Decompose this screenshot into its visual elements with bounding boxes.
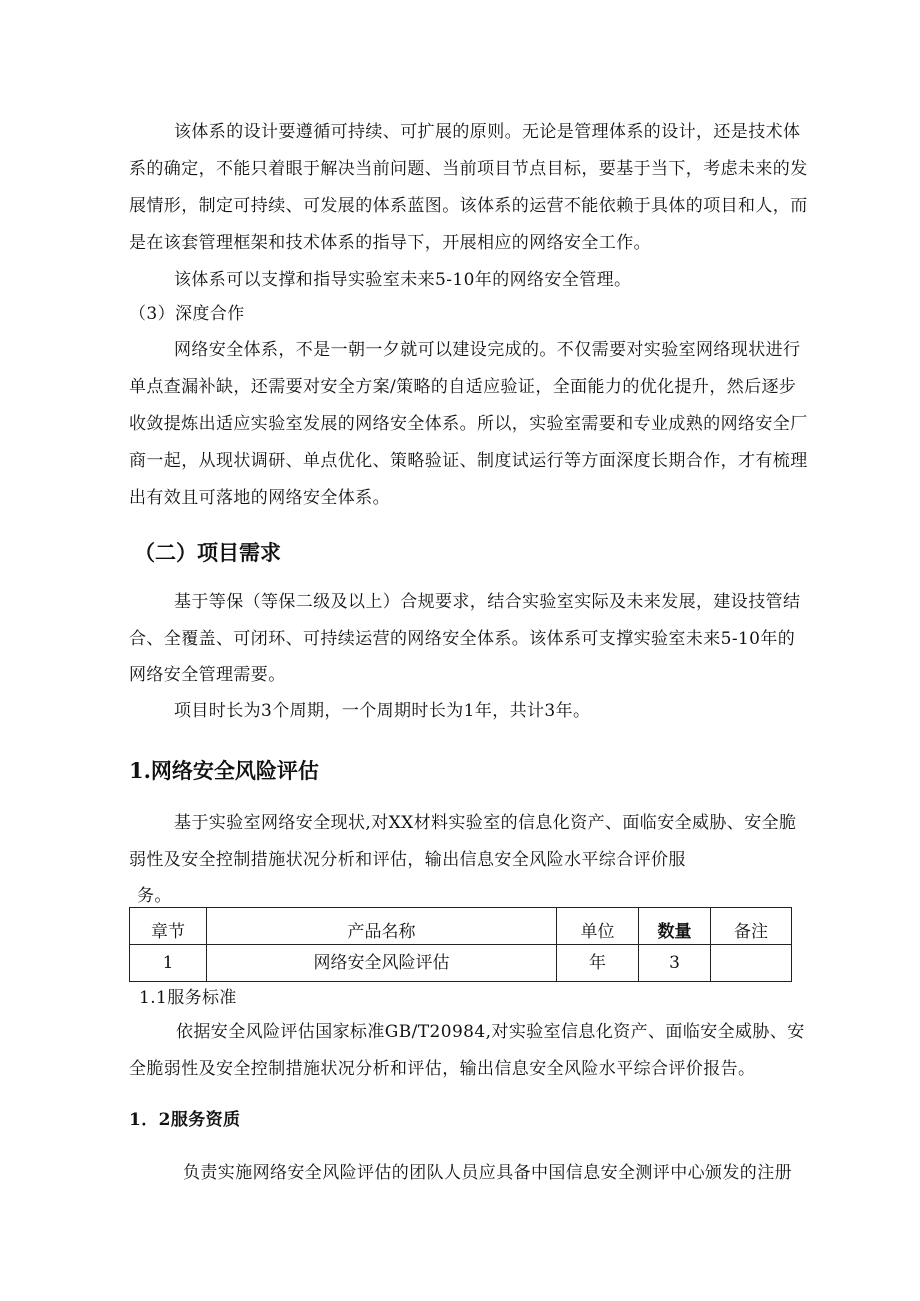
item1-2-para-line-1: 负责实施网络安全风险评估的团队人员应具备中国信息安全测评中心颁发的注册 (183, 1163, 792, 1183)
table-header-cell: 产品名称 (207, 908, 557, 945)
item1-2-heading: 1．2服务资质 (129, 1110, 241, 1130)
req-para-line-2: 合、全覆盖、可闭环、可持续运营的网络安全体系。该体系可支撑实验室未来5-10年的 (129, 629, 796, 649)
cooperation-para-line-4: 商一起，从现状调研、单点优化、策略验证、制度试运行等方面深度长期合作，才有梳理 (129, 451, 808, 471)
table-cell: 网络安全风险评估 (207, 945, 557, 982)
table-cell: 1 (130, 945, 207, 982)
table-header-cell: 备注 (711, 908, 792, 945)
item1-para-line-1: 基于实验室网络安全现状,对XX材料实验室的信息化资产、面临安全威胁、安全脆 (174, 813, 797, 833)
sustain-para-line-4: 是在该套管理框架和技术体系的指导下，开展相应的网络安全工作。 (129, 233, 651, 253)
product-table (129, 907, 792, 982)
sub3-heading: （3）深度合作 (129, 304, 245, 324)
item1-para-line-3: 务。 (137, 886, 172, 906)
cooperation-para-line-5: 出有效且可落地的网络安全体系。 (129, 488, 390, 508)
table-cell (711, 945, 792, 982)
section2-heading: （二）项目需求 (134, 540, 281, 565)
item1-heading: 1.网络安全风险评估 (129, 758, 319, 783)
sustain-para-line-1: 该体系的设计要遵循可持续、可扩展的原则。无论是管理体系的设计，还是技术体 (174, 122, 801, 142)
cooperation-para-line-2: 单点查漏补缺，还需要对安全方案/策略的自适应验证，全面能力的优化提升，然后逐步 (129, 377, 797, 397)
table-header-row (130, 908, 792, 945)
table-header-cell: 数量 (639, 908, 711, 945)
sustain-para-line-3: 展情形，制定可持续、可发展的体系蓝图。该体系的运营不能依赖于具体的项目和人，而 (129, 196, 808, 216)
table-cell: 3 (639, 945, 711, 982)
table-header-cell: 单位 (557, 908, 639, 945)
cooperation-para-line-1: 网络安全体系，不是一朝一夕就可以建设完成的。不仅需要对实验室网络现状进行 (174, 340, 801, 360)
req-para-line-3: 网络安全管理需要。 (129, 665, 286, 685)
item1-1-heading: 1.1服务标准 (139, 988, 237, 1008)
table-row (130, 945, 792, 982)
item1-1-para-line-2: 全脆弱性及安全控制措施状况分析和评估，输出信息安全风险水平综合评价报告。 (129, 1059, 756, 1079)
support-line: 该体系可以支撑和指导实验室未来5-10年的网络安全管理。 (174, 270, 632, 290)
cooperation-para-line-3: 收敛提炼出适应实验室发展的网络安全体系。所以，实验室需要和专业成熟的网络安全厂 (129, 414, 808, 434)
req-para-line-1: 基于等保（等保二级及以上）合规要求，结合实验室实际及未来发展，建设技管结 (174, 592, 801, 612)
table-cell: 年 (557, 945, 639, 982)
duration-line: 项目时长为3个周期，一个周期时长为1年，共计3年。 (174, 701, 591, 721)
sustain-para-line-2: 系的确定，不能只着眼于解决当前问题、当前项目节点目标，要基于当下，考虑未来的发 (129, 159, 808, 179)
item1-1-para-line-1: 依据安全风险评估国家标准GB/T20984,对实验室信息化资产、面临安全威胁、安 (176, 1022, 805, 1042)
item1-para-line-2: 弱性及安全控制措施状况分析和评估，输出信息安全风险水平综合评价服 (129, 850, 686, 870)
table-header-cell: 章节 (130, 908, 207, 945)
